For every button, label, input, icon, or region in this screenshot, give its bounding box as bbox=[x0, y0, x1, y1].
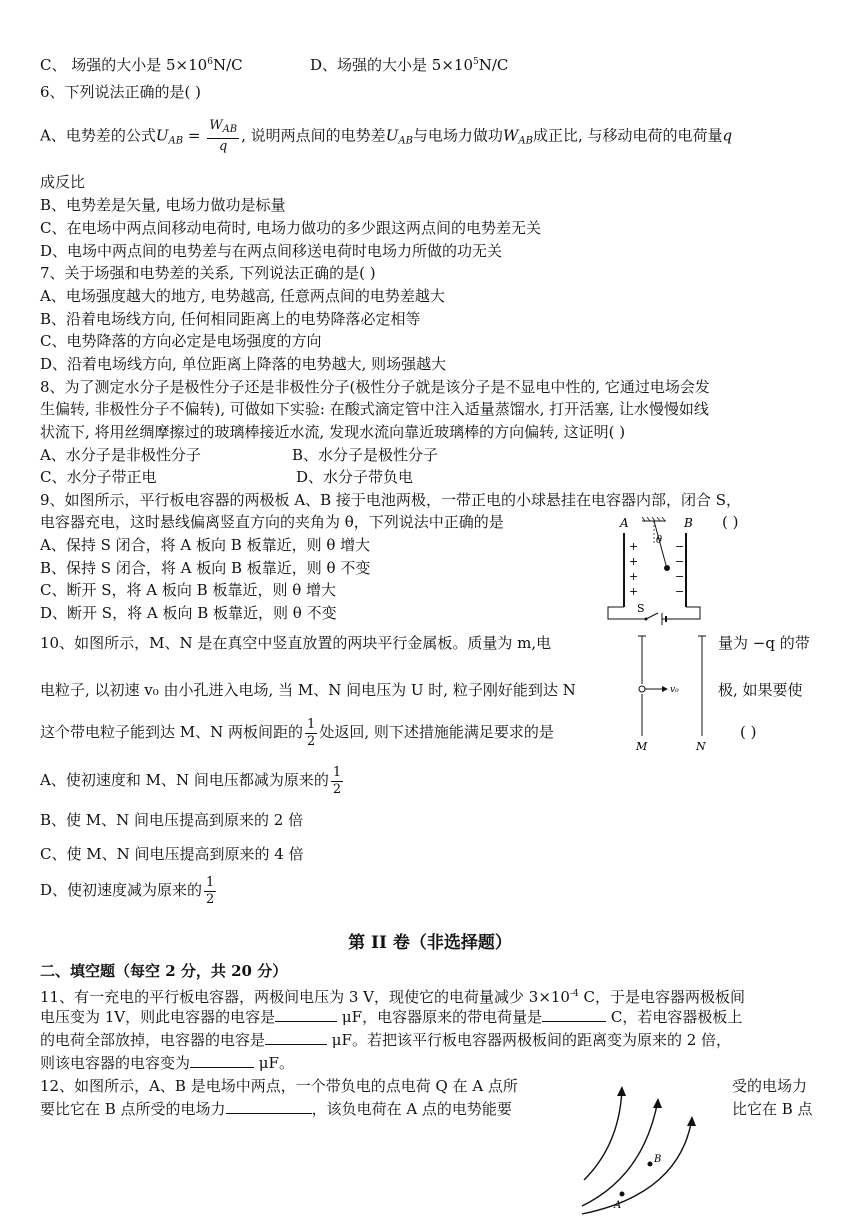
svg-text:+: + bbox=[629, 570, 639, 583]
switch-label: S bbox=[637, 602, 645, 615]
q11-line-2: 电压变为 1V，则此电容器的电容是 μF，电容器原来的带电荷量是 C，若电容器极板上 bbox=[40, 1008, 743, 1026]
q6-option-d: D、电场中两点间的电势差与在两点间移送电荷时电场力所做的功无关 bbox=[40, 242, 503, 260]
plate-b-label: B bbox=[684, 516, 693, 530]
q7-option-b: B、沿着电场线方向, 任何相同距离上的电势降落必定相等 bbox=[40, 310, 421, 328]
q8-option-b: B、水分子是极性分子 bbox=[292, 446, 439, 464]
q8-stem-2: 生偏转, 非极性分子不偏转), 可做如下实验: 在酸式滴定管中注入适量蒸馏水, 打开活塞, 让水慢慢如线 bbox=[40, 400, 709, 418]
plate-a-label: A bbox=[620, 516, 629, 530]
q12-line-2: 要比它在 B 点所受的电场力 ，该负电荷在 A 点的电势能要 bbox=[40, 1100, 512, 1118]
plates-mn-figure bbox=[628, 632, 718, 752]
svg-text:−: − bbox=[675, 585, 685, 598]
q10-stem-2: 电粒子, 以初速 v₀ 由小孔进入电场, 当 M、N 间电压为 U 时, 粒子刚好能到达 N bbox=[40, 681, 576, 699]
theta-label: θ bbox=[656, 535, 663, 546]
plate-m-label: M bbox=[636, 740, 648, 752]
q10-stem-2-right: 极, 如果要使 bbox=[718, 681, 803, 699]
q5-option-c: C、 场强的大小是 $5\times 10^6N/C$ bbox=[40, 56, 243, 74]
point-b bbox=[648, 1162, 653, 1167]
q6-stem: 6、下列说法正确的是( ) bbox=[40, 83, 202, 101]
q7-stem: 7、关于场强和电势差的关系, 下列说法正确的是( ) bbox=[40, 264, 376, 282]
q8-option-c: C、水分子带正电 bbox=[40, 468, 157, 486]
q10-answer-paren: ( ) bbox=[740, 723, 757, 741]
q12-line-2-right: 比它在 B 点 bbox=[732, 1100, 813, 1118]
q7-option-d: D、沿着电场线方向, 单位距离上降落的电势越大, 则场强越大 bbox=[40, 355, 447, 373]
q9-stem-2: 电容器充电，这时悬线偏离竖直方向的夹角为 θ，下列说法中正确的是 bbox=[40, 513, 504, 531]
q8-option-a: A、水分子是非极性分子 bbox=[40, 446, 201, 464]
point-a bbox=[620, 1192, 625, 1197]
q9-stem-1: 9、如图所示，平行板电容器的两极板 A、B 接于电池两极，一带正电的小球悬挂在电容器内部，闭合 S， bbox=[40, 491, 741, 509]
svg-text:+: + bbox=[629, 555, 639, 568]
q9-option-c: C、断开 S，将 A 板向 B 板靠近，则 θ 增大 bbox=[40, 581, 337, 599]
q6-option-a-cont: 成反比 bbox=[40, 173, 86, 191]
q8-stem-3: 状流下, 将用丝绸摩擦过的玻璃棒接近水流, 发现水流向靠近玻璃棒的方向偏转, 这证明( ) bbox=[40, 423, 626, 441]
q10-stem-3: 这个带电粒子能到达 M、N 两板间距的 $\frac{1}{2}$ 处返回, 则下述措施能满足要求的是 bbox=[40, 716, 554, 749]
q11-line-1: 11、有一充电的平行板电容器，两极间电压为 3 V，现使它的电荷量减少 $3\times 10^{-4}$ C，于是电容器两极板间 bbox=[40, 988, 746, 1006]
q11-line-4: 则该电容器的电容变为 μF。 bbox=[40, 1054, 294, 1072]
particle bbox=[639, 686, 645, 692]
q5-option-d: D、场强的大小是 $5\times 10^5N/C$ bbox=[310, 56, 509, 74]
charged-ball bbox=[664, 565, 670, 571]
field-line-1 bbox=[584, 1088, 622, 1180]
q10-stem-1: 10、如图所示，M、N 是在真空中竖直放置的两块平行金属板。质量为 m,电 bbox=[40, 634, 552, 652]
q12-blank-1[interactable] bbox=[226, 1099, 312, 1114]
svg-text:+: + bbox=[629, 540, 639, 553]
circuit-wire-right bbox=[662, 607, 700, 619]
q8-stem-1: 8、为了测定水分子是极性分子还是非极性分子(极性分子就是该分子是不显电中性的, 它通过电场会发 bbox=[40, 378, 710, 396]
q11-blank-3[interactable] bbox=[265, 1030, 327, 1045]
q11-line-3: 的电荷全部放掉，电容器的电容是 μF。若把该平行板电容器两极板间的距离变为原来的 2 倍， bbox=[40, 1031, 732, 1049]
q9-answer-paren: ( ) bbox=[722, 513, 739, 531]
q11-blank-2[interactable] bbox=[542, 1007, 606, 1022]
field-lines-figure bbox=[570, 1084, 720, 1216]
switch-lever bbox=[646, 613, 658, 619]
q10-option-c: C、使 M、N 间电压提高到原来的 4 倍 bbox=[40, 845, 304, 863]
q7-option-c: C、电势降落的方向必定是电场强度的方向 bbox=[40, 332, 322, 350]
capacitor-figure bbox=[600, 515, 710, 625]
section-2-heading: 二、填空题（每空 2 分，共 20 分） bbox=[40, 962, 288, 980]
q9-option-d: D、断开 S，将 A 板向 B 板靠近，则 θ 不变 bbox=[40, 604, 337, 622]
q12-line-1-right: 受的电场力 bbox=[732, 1077, 808, 1095]
v0-label: v₀ bbox=[670, 685, 679, 695]
q9-option-a: A、保持 S 闭合，将 A 板向 B 板靠近，则 θ 增大 bbox=[40, 536, 371, 554]
svg-text:−: − bbox=[675, 555, 685, 568]
svg-text:−: − bbox=[675, 570, 685, 583]
q6-option-c: C、在电场中两点间移动电荷时, 电场力做功的多少跟这两点间的电势差无关 bbox=[40, 219, 542, 237]
field-line-3 bbox=[582, 1118, 692, 1214]
q9-option-b: B、保持 S 闭合，将 A 板向 B 板靠近，则 θ 不变 bbox=[40, 559, 371, 577]
field-line-2 bbox=[582, 1100, 658, 1206]
q10-option-a: A、使初速度和 M、N 间电压都减为原来的 $\frac{1}{2}$ bbox=[40, 764, 342, 797]
point-b-label: B bbox=[654, 1154, 662, 1165]
svg-text:+: + bbox=[629, 585, 639, 598]
q11-blank-4[interactable] bbox=[190, 1053, 254, 1068]
q6-option-a: A、电势差的公式$U_{AB}$ = $\frac{W_{AB}}{q}$ , 说明两点间的电势差$U_{AB}$与电场力做功$W_{AB}$成正比, 与移动电荷的电荷量q bbox=[40, 118, 733, 154]
q10-option-b: B、使 M、N 间电压提高到原来的 2 倍 bbox=[40, 811, 304, 829]
q12-line-1: 12、如图所示，A、B 是电场中两点，一个带负电的点电荷 Q 在 A 点所 bbox=[40, 1077, 518, 1095]
q6-fraction: $\frac{W_{AB}}{q}$ bbox=[209, 118, 238, 154]
q6-option-b: B、电势差是矢量, 电场力做功是标量 bbox=[40, 196, 286, 214]
part-2-title: 第 II 卷（非选择题） bbox=[348, 933, 512, 953]
plate-n-label: N bbox=[696, 740, 706, 752]
q7-option-a: A、电场强度越大的地方, 电势越高, 任意两点间的电势差越大 bbox=[40, 287, 445, 305]
point-a-label: A bbox=[614, 1200, 622, 1211]
q8-option-d: D、水分子带负电 bbox=[296, 468, 414, 486]
q11-blank-1[interactable] bbox=[275, 1007, 337, 1022]
q10-stem-1-right: 量为 −q 的带 bbox=[718, 634, 810, 652]
svg-text:−: − bbox=[675, 540, 685, 553]
q10-option-d: D、使初速度减为原来的 $\frac{1}{2}$ bbox=[40, 874, 215, 907]
